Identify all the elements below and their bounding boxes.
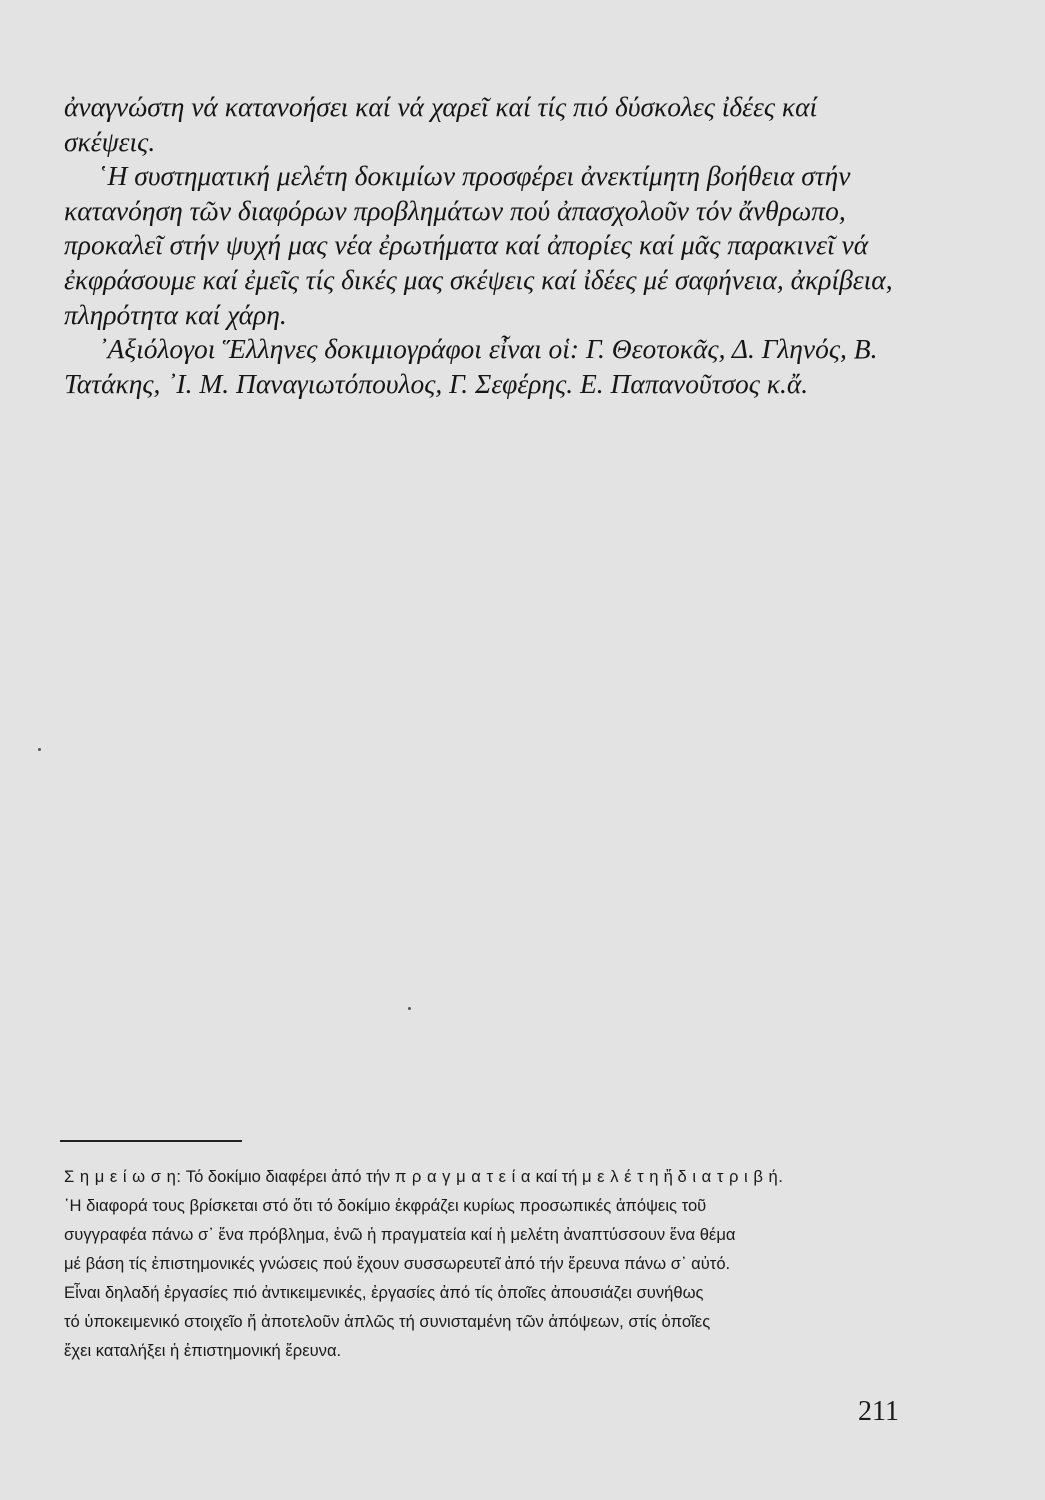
paper-speck [408,1007,411,1010]
main-text-line: προκαλεῖ στήν ψυχή μας νέα ἐρωτήματα καί ἀπορίες καί μᾶς παρακινεῖ νά [64,229,869,261]
main-text-line: σκέψεις. [64,125,156,157]
footnote-text: καί τή [531,1167,583,1186]
footnote-text: ἤ [659,1167,678,1186]
footnote-line: ἔχει καταλήξει ἡ ἐπιστημονική ἔρευνα. [64,1341,342,1360]
footnote-text: Τό δοκίμιο διαφέρει ἀπό τήν [181,1167,395,1186]
footnote-line: τό ὑποκειμενικό στοιχεῖο ἤ ἀποτελοῦν ἁπλῶς τή συνισταμένη τῶν ἀπόψεων, στίς ὁποῖες [64,1312,711,1331]
footnote-line: συγγραφέα πάνω σ᾿ ἕνα πρόβλημα, ἐνῶ ἡ πραγματεία καί ἡ μελέτη ἀναπτύσσουν ἕνα θέμα [64,1225,736,1244]
footnote-term: δ ι α τ ρ ι β ή. [677,1167,784,1186]
footnote-term: μ ε λ έ τ η [582,1167,660,1186]
main-text-line: ἀναγνώστη νά κατανοήσει καί νά χαρεῖ καί τίς πιό δύσκολες ἰδέες καί [64,91,818,122]
footnote-line: Εἶναι δηλαδή ἐργασίες πιό ἀντικειμενικές, ἐργασίες ἀπό τίς ὁποῖες ἀπουσιάζει συνήθως [64,1283,704,1302]
footnote-line: μέ βάση τίς ἐπιστημονικές γνώσεις πού ἔχουν συσσωρευτεῖ ἀπό τήν ἔρευνα πάνω σ᾿ αὐτό. [64,1254,731,1273]
main-text-line: ῾Η συστηματική μελέτη δοκιμίων προσφέρει ἀνεκτίμητη βοήθεια στήν [64,160,851,192]
footnote-first-line [64,1162,924,1191]
footnote-label: Σ η μ ε ί ω σ η: [64,1167,182,1186]
main-text-line: ᾿Αξιόλογοι Ἕλληνες δοκιμιογράφοι εἶναι οἱ: Γ. Θεοτοκᾶς, Δ. Γληνός, Β. [64,333,878,365]
footnote [64,1162,924,1365]
footnote-divider [60,1140,242,1142]
main-text [64,90,900,401]
paper-speck [38,748,41,751]
footnote-line: ῾Η διαφορά τους βρίσκεται στό ὅτι τό δοκίμιο ἐκφράζει κυρίως προσωπικές ἀπόψεις τοῦ [64,1196,707,1215]
main-text-line: Τατάκης, ᾿Ι. Μ. Παναγιωτόπουλος, Γ. Σεφέρης. Ε. Παπανοῦτσος κ.ἄ. [64,367,809,399]
main-text-line: πληρότητα καί χάρη. [64,298,287,330]
footnote-term: π ρ α γ μ α τ ε ί α [394,1167,532,1186]
main-text-line: κατανόηση τῶν διαφόρων προβλημάτων πού ἀπασχολοῦν τόν ἄνθρωπο, [64,194,846,226]
main-text-line: ἐκφράσουμε καί ἐμεῖς τίς δικές μας σκέψεις καί ἰδέες μέ σαφήνεια, ἀκρίβεια, [64,263,893,295]
page-number: 211 [858,1396,899,1427]
